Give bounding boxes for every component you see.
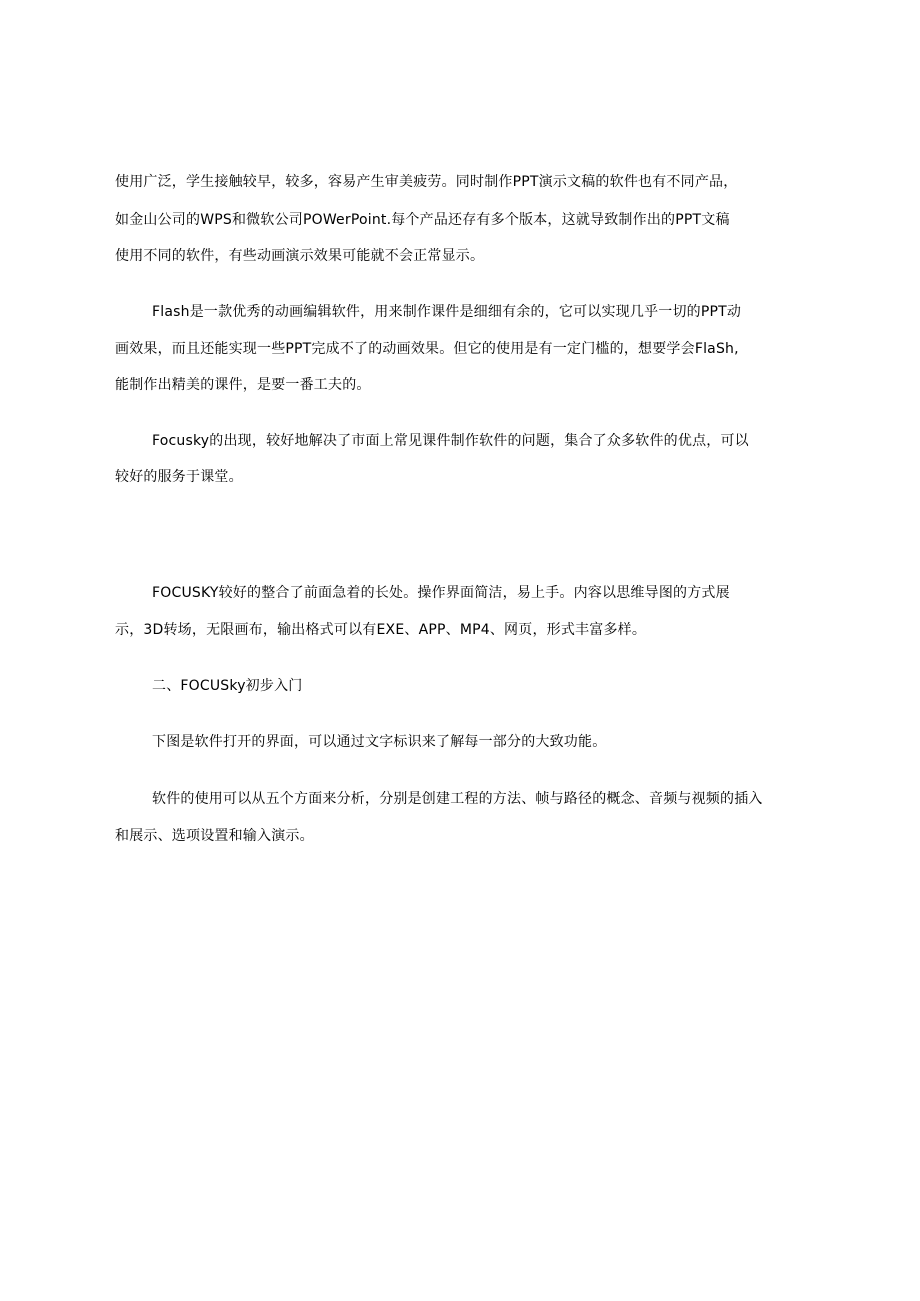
paragraph-3-line-1: Focusky的出现，较好地解决了市面上常见课件制作软件的问题，集合了众多软件的优点，可以 (152, 433, 749, 449)
paragraph-2-line-3: 能制作出精美的课件，是要一番工夫的。 (115, 377, 371, 393)
paragraph-2-line-2: 画效果，而且还能实现一些PPT完成不了的动画效果。但它的使用是有一定门槛的，想要学会FlaSh, (115, 341, 739, 357)
paragraph-7-line-2: 和展示、选项设置和输入演示。 (115, 828, 314, 844)
paragraph-1-line-3: 使用不同的软件，有些动画演示效果可能就不会正常显示。 (115, 248, 485, 264)
paragraph-4-line-2: 示，3D转场，无限画布，输出格式可以有EXE、APP、MP4、网页，形式丰富多样。 (115, 622, 647, 638)
paragraph-1-line-1: 使用广泛，学生接触较早，较多，容易产生审美疲劳。同时制作PPT演示文稿的软件也有不同产品， (115, 174, 738, 190)
paragraph-6-line-1: 下图是软件打开的界面，可以通过文字标识来了解每一部分的大致功能。 (152, 734, 607, 750)
paragraph-4-line-1: FOCUSKY较好的整合了前面急着的长处。操作界面简洁，易上手。内容以思维导图的方式展 (152, 585, 730, 601)
paragraph-1-line-2: 如金山公司的WPS和微软公司POWerPoint.每个产品还存有多个版本，这就导致制作出的PPT文稿 (115, 212, 730, 228)
paragraph-7-line-1: 软件的使用可以从五个方面来分析，分别是创建工程的方法、帧与路径的概念、音频与视频的插入 (152, 791, 763, 807)
section-heading: 二、FOCUSky初步入门 (152, 678, 303, 694)
paragraph-3-line-2: 较好的服务于课堂。 (115, 469, 243, 485)
paragraph-2-line-1: Flash是一款优秀的动画编辑软件，用来制作课件是细细有余的，它可以实现几乎一切的PPT动 (152, 304, 742, 320)
